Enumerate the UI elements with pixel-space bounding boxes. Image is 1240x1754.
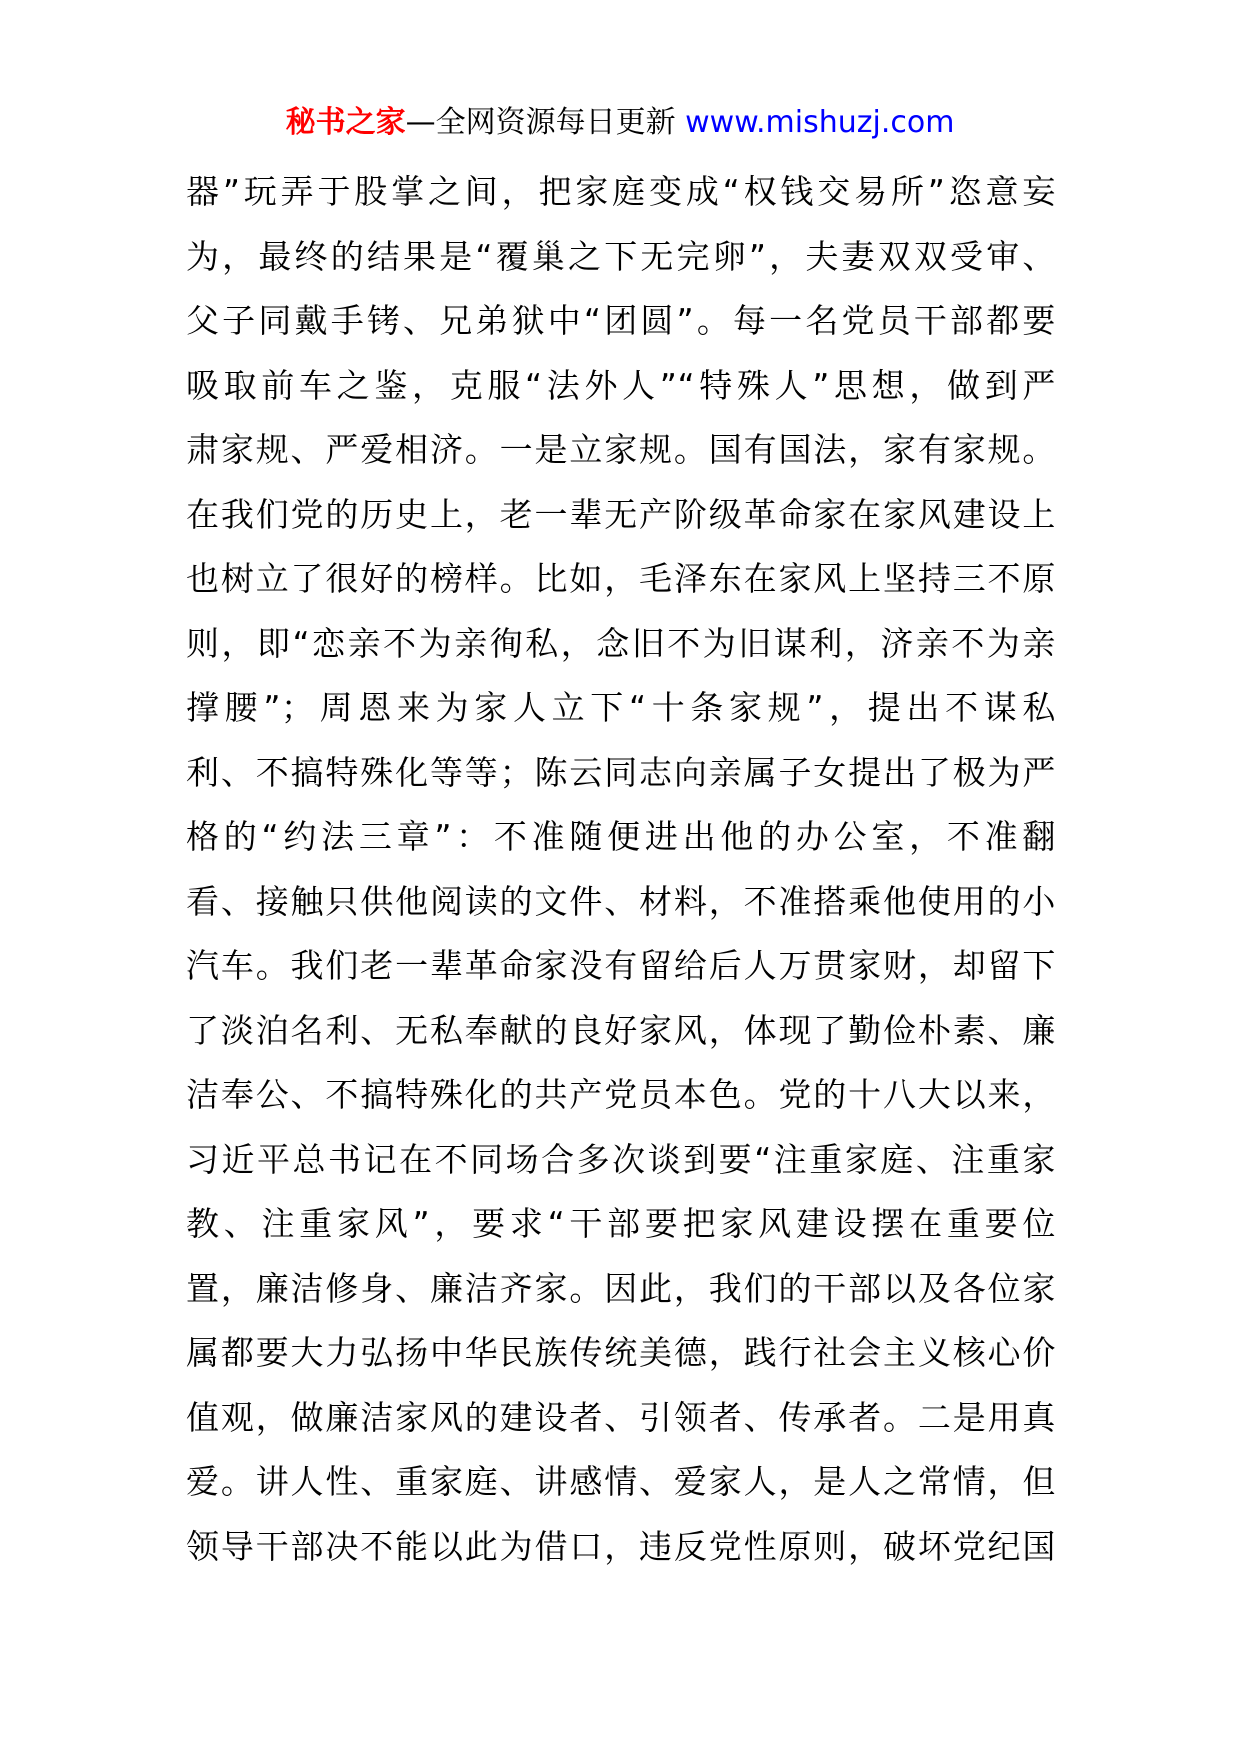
text-line: 撑腰”；周恩来为家人立下“十条家规”，提出不谋私 <box>186 688 1056 727</box>
text-line: 肃家规、严爱相济。一是立家规。国有国法，家有家规。 <box>186 430 1056 469</box>
text-line: 看、接触只供他阅读的文件、材料，不准搭乘他使用的小 <box>186 881 1056 921</box>
text-line: 值观，做廉洁家风的建设者、引领者、传承者。二是用真 <box>186 1397 1056 1437</box>
text-line: 洁奉公、不搞特殊化的共产党员本色。党的十八大以来， <box>186 1075 1056 1114</box>
text-line: 格的“约法三章”：不准随便进出他的办公室，不准翻 <box>186 817 1056 856</box>
text-line: 汽车。我们老一辈革命家没有留给后人万贯家财，却留下 <box>186 946 1056 985</box>
text-line: 领导干部决不能以此为借口，违反党性原则，破坏党纪国 <box>186 1526 1056 1566</box>
text-line: 吸取前车之鉴，克服“法外人”“特殊人”思想，做到严 <box>186 365 1056 405</box>
document-body <box>186 160 1056 1579</box>
text-line: 则，即“恋亲不为亲徇私，念旧不为旧谋利，济亲不为亲 <box>186 623 1056 663</box>
text-line: 爱。讲人性、重家庭、讲感情、爱家人，是人之常情，但 <box>186 1462 1056 1501</box>
text-line: 属都要大力弘扬中华民族传统美德，践行社会主义核心价 <box>186 1333 1056 1372</box>
text-line: 器”玩弄于股掌之间，把家庭变成“权钱交易所”恣意妄 <box>186 172 1056 211</box>
text-line: 在我们党的历史上，老一辈无产阶级革命家在家风建设上 <box>186 494 1056 534</box>
text-line: 教、注重家风”，要求“干部要把家风建设摆在重要位 <box>186 1204 1056 1243</box>
text-line: 利、不搞特殊化等等；陈云同志向亲属子女提出了极为严 <box>186 752 1056 792</box>
text-line: 为，最终的结果是“覆巢之下无完卵”，夫妻双双受审、 <box>186 236 1056 276</box>
site-brand: 秘书之家 <box>285 105 406 140</box>
text-line: 了淡泊名利、无私奉献的良好家风，体现了勤俭朴素、廉 <box>186 1010 1056 1050</box>
text-line: 父子同戴手铐、兄弟狱中“团圆”。每一名党员干部都要 <box>186 301 1056 340</box>
text-line: 置，廉洁修身、廉洁齐家。因此，我们的干部以及各位家 <box>186 1268 1056 1308</box>
text-line: 习近平总书记在不同场合多次谈到要“注重家庭、注重家 <box>186 1139 1056 1179</box>
page-header <box>0 98 1240 148</box>
text-line: 也树立了很好的榜样。比如，毛泽东在家风上坚持三不原 <box>186 559 1056 598</box>
site-tagline: —全网资源每日更新 <box>405 105 676 140</box>
site-url-link[interactable]: www.mishuzj.com <box>685 105 955 140</box>
